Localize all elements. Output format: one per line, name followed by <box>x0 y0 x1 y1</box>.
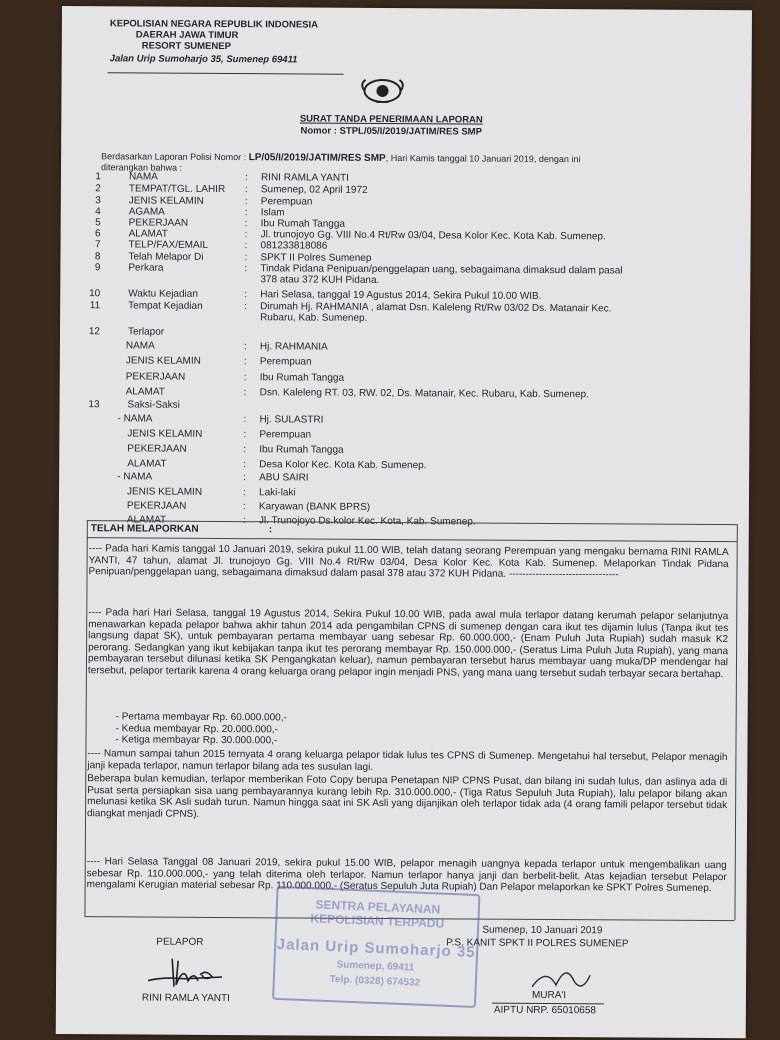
field-value: Tindak Pidana Penipuan/penggelapan uang, sebagaimana dimaksud dalam pasal <box>260 263 623 277</box>
letterhead-line1: KEPOLISIAN NEGARA REPUBLIK INDONESIA <box>109 18 319 31</box>
letterhead-address: Jalan Urip Sumoharjo 35, Sumenep 69411 <box>109 53 298 66</box>
field-value: RINI RAMLA YANTI <box>260 172 349 184</box>
field-value: Islam <box>260 207 285 219</box>
letterhead-line2: DAERAH JAWA TIMUR <box>135 29 239 42</box>
field-label: NAMA <box>128 171 158 183</box>
narrative-paragraph-5: ---- Hari Selasa Tanggal 08 Januari 2019, sekira pukul 15.00 WIB, pelapor menagih uangnya kepada terlapor untuk mengembalikan uang sebesar Rp. 110.000.000,- yang telah diterima oleh terlapor. Namun terlapor hanya janji dan berbelit-belit. Atas kejadian tersebut Pelapor mengalami Kerugian material sebesar Rp. 110.000.000,- (Seratus Sepuluh Juta Rupiah) Dan Pelapor melaporkan ke SPKT Polres Sumenep. <box>86 856 727 895</box>
field-value: Dirumah Hj. RAHMANIA , alamat Dsn. Kaleleng Rt/Rw 03/02 Ds. Matanair Kec. <box>260 301 612 315</box>
terlapor-label: JENIS KELAMIN <box>125 355 201 367</box>
terlapor-label: PEKERJAAN <box>125 371 186 383</box>
saksi-row <box>59 443 719 458</box>
terlapor-label: ALAMAT <box>125 386 165 398</box>
officer-title: P.S. KANIT SPKT II POLRES SUMENEP <box>446 937 629 950</box>
saksi-colon: : <box>243 429 247 441</box>
saksi-colon: : <box>243 444 247 456</box>
terlapor-colon: : <box>243 387 247 399</box>
terlapor-value: Dsn. Kaleleng RT. 03, RW. 02, Ds. Matanair, Kec. Rubaru, Kab. Sumenep. <box>259 387 589 401</box>
field-colon: : <box>244 289 248 301</box>
terlapor-colon: : <box>243 341 247 353</box>
field-label: JENIS KELAMIN <box>128 195 204 207</box>
field-colon: : <box>244 252 248 264</box>
saksi-label: ALAMAT <box>127 458 167 470</box>
field-number: 1 <box>95 171 101 183</box>
terlapor-value: Perempuan <box>259 356 312 368</box>
signing-place-date: Sumenep, 10 Januari 2019 <box>482 924 603 937</box>
reporter-name: RINI RAMLA YANTI <box>141 992 230 1005</box>
field-label: Waktu Kejadian <box>128 288 198 300</box>
field-number: 8 <box>94 251 101 263</box>
terlapor-row <box>60 371 720 386</box>
saksi-row <box>59 486 719 501</box>
saksi-number: 13 <box>88 399 100 411</box>
box-title-border <box>87 537 737 542</box>
field-colon: : <box>244 263 248 275</box>
saksi-value: Karyawan (BANK BPRS) <box>258 501 371 513</box>
saksi-heading-row <box>60 399 720 414</box>
field-number: 9 <box>94 262 101 274</box>
field-label: PEKERJAAN <box>128 217 189 229</box>
reporter-label: PELAPOR <box>156 936 204 948</box>
telah-melaporkan-title: TELAH MELAPORKAN : <box>90 523 273 536</box>
letterhead-divider <box>108 72 344 74</box>
field-colon: : <box>244 207 248 219</box>
field-colon: : <box>244 240 248 252</box>
field-value: 081233818086 <box>260 240 328 252</box>
payment-item: - Kedua membayar Rp. 20.000.000,- <box>115 722 278 735</box>
report-number: LP/05/I/2019/JATIM/RES SMP <box>248 152 386 164</box>
field-value-cont: 378 atau 372 KUH Pidana. <box>260 274 380 286</box>
saksi-label: PEKERJAAN <box>126 500 187 512</box>
narrative-paragraph-3: ---- Namun sampai tahun 2015 ternyata 4 orang keluarga pelapor tidak lulus tes CPNS di Sumenep. Mengetahui hal tersebut, Pelapor menagih janji kepada terlapor, namun terlapor bilang ada tes susulan lagi. <box>87 748 728 773</box>
field-value: Jl. trunojoyo Gg. VIII No.4 Rt/Rw 03/04, Desa Kolor Kec. Kota Kab. Sumenep. <box>260 229 606 243</box>
saksi-label: PEKERJAAN <box>127 443 187 455</box>
saksi-colon: : <box>243 472 246 484</box>
terlapor-value: Ibu Rumah Tangga <box>259 372 345 384</box>
terlapor-row <box>60 355 720 370</box>
field-label: AGAMA <box>128 206 165 218</box>
saksi-label: - NAMA <box>117 471 153 483</box>
stamp-line2: Jalan Urip Sumoharjo 35 <box>276 935 476 962</box>
terlapor-heading: Terlapor <box>127 326 165 338</box>
field-value: Ibu Rumah Tangga <box>260 218 346 230</box>
field-number: 3 <box>95 195 101 207</box>
saksi-colon: : <box>242 501 246 513</box>
reporter-signature-icon <box>144 951 234 992</box>
saksi-row <box>59 428 719 443</box>
field-label: TEMPAT/TGL. LAHIR <box>128 183 226 196</box>
field-label: ALAMAT <box>128 228 168 240</box>
stamp-line1: SENTRA PELAYANAN KEPOLISIAN TERPADU <box>310 897 445 931</box>
terlapor-heading-row <box>60 326 720 341</box>
field-value: Hari Selasa, tanggal 19 Agustus 2014, Sekira Pukul 10.00 WIB. <box>260 289 542 302</box>
field-label: Telah Melapor Di <box>128 251 204 263</box>
terlapor-row <box>60 340 720 355</box>
saksi-value: Jl. Trunojoyo Ds.kolor Kec. Kota, Kab. Sumenep. <box>258 515 476 528</box>
narrative-paragraph-4: Beberapa bulan kemudian, terlapor memberikan Foto Copy berupa Penetapan NIP CPNS Pusat, dan bilang ini sudah lulus, dan aslinya ada di Pusat serta persiapkan sisa uang pembayarannya kurang lebih Rp. 310.000.000,- (Tiga Ratus Sepuluh Juta Rupiah), lalu pelapor bilang akan melunasi ketika SK Asli sudah turun. Namun hingga saat ini SK Asli yang dijanjikan oleh terlapor tidak ada (4 orang famili pelapor tersebut tidak diangkat menjadi CPNS). <box>87 773 728 820</box>
stamp-line4: Telp. (0328) 674532 <box>329 974 421 989</box>
field-number: 4 <box>95 206 101 218</box>
terlapor-colon: : <box>243 372 247 384</box>
field-colon: : <box>244 229 248 241</box>
field-colon: : <box>244 218 248 230</box>
terlapor-colon: : <box>243 356 247 368</box>
field-colon: : <box>244 184 248 196</box>
stamp-line3: Sumenep, 69411 <box>336 959 415 974</box>
field-number: 2 <box>95 183 101 195</box>
narrative-paragraph-1: ---- Pada hari Kamis tanggal 10 Januari 2019, sekira pukul 11.00 WIB, telah datang seorang Perempuan yang mengaku bernama RINI RAMLA YANTI, 47 tahun, alamat Jl. trunojoyo Gg. VIII No.4 Rt/Rw 03/04, Desa Kolor Kec. Kota Kab. Sumenep. Melaporkan Tindak Pidana Penipuan/penggelapan uang, sebagaimana dimaksud dalam pasal 378 atau 372 KUH Pidana. --------------------------------- <box>88 543 729 581</box>
letterhead <box>110 18 318 65</box>
document-number: Nomor : STPL/05/I/2019/JATIM/RES SMP <box>300 125 482 138</box>
terlapor-number: 12 <box>88 326 101 338</box>
saksi-heading: Saksi-Saksi <box>127 399 180 411</box>
saksi-label: JENIS KELAMIN <box>127 428 203 440</box>
saksi-colon: : <box>243 459 247 471</box>
document-title: SURAT TANDA PENERIMAAN LAPORAN <box>299 113 483 126</box>
saksi-value: ABU SAIRI <box>259 472 309 484</box>
document-page <box>56 6 752 1038</box>
field-number: 6 <box>95 228 101 240</box>
field-label: Tempat Kejadian <box>128 300 203 312</box>
field-colon: : <box>244 196 248 208</box>
intro-prefix: Berdasarkan Laporan Polisi Nomor : <box>101 151 249 163</box>
field-label: Perkara <box>128 262 164 274</box>
police-emblem-icon <box>357 76 407 106</box>
intro-suffix: , Hari Kamis tanggal 10 Januari 2019, dengan ini <box>385 152 581 165</box>
field-number: 5 <box>95 217 101 229</box>
saksi-colon: : <box>243 414 247 426</box>
officer-rank: AIPTU NRP. 65010658 <box>493 1004 597 1017</box>
saksi-colon: : <box>242 487 246 499</box>
saksi-colon: : <box>242 515 246 527</box>
field-value: Sumenep, 02 April 1972 <box>260 184 368 196</box>
saksi-value: Ibu Rumah Tangga <box>259 444 344 456</box>
officer-name: MURA'I <box>531 989 567 1002</box>
field-number: 11 <box>89 300 101 312</box>
field-label: TELP/FAX/EMAIL <box>128 239 209 251</box>
payment-item: - Ketiga membayar Rp. 30.000.000,- <box>115 734 278 747</box>
field-number: 10 <box>89 288 101 300</box>
saksi-label: JENIS KELAMIN <box>126 486 203 498</box>
saksi-label: - NAMA <box>117 413 153 425</box>
terlapor-value: Hj. RAHMANIA <box>259 341 328 353</box>
letterhead-line3: RESORT SUMENEP <box>141 40 232 53</box>
payment-item: - Pertama membayar Rp. 60.000.000,- <box>115 711 287 724</box>
payment-list <box>115 711 415 748</box>
terlapor-label: NAMA <box>125 340 155 352</box>
field-colon: : <box>244 301 247 313</box>
saksi-label: ALAMAT <box>126 514 167 526</box>
saksi-row <box>59 500 719 515</box>
saksi-value: Perempuan <box>259 429 312 441</box>
field-number: 7 <box>94 239 101 251</box>
field-value: SPKT II Polres Sumenep <box>260 252 372 264</box>
saksi-row <box>59 413 719 428</box>
saksi-value: Laki-laki <box>258 487 296 499</box>
saksi-value: Hj. SULASTRI <box>259 414 324 426</box>
intro-line2: diterangkan bahwa : <box>100 162 183 173</box>
narrative-paragraph-2: ---- Pada hari Hari Selasa, tanggal 19 Agustus 2014, Sekira Pukul 10.00 WIB, pada awal mula terlapor datang kerumah pelapor selanjutnya menawarkan kepada pelapor bahwa akhir tahun 2014 ada pengambilan CPNS di sumenep dengan cara ikut tes dijamin lulus (Tanpa ikut tes langsung dapat SK), untuk pembayaran pertama membayar uang sebesar Rp. 60.000.000,- (Enam Puluh Juta Rupiah) sudah masuk K2 perorang. Sedangkan yang ikut kebijakan tanpa ikut tes perorang membayar Rp. 150.000.000,- (Seratus Lima Puluh Juta Rupiah), yang mana pembayaran tersebut dilunasi ketika SK Pengangkatan keluar), namun pembayaran tersebut harus membayar uang muka/DP mendengar hal tersebut, pelapor tertarik karena 4 orang keluarga orang pelapor ingin menjadi PNS, yang mana uang tersebut sudah terbayar secara bertahap. <box>87 607 729 681</box>
box-right-border <box>734 524 737 920</box>
saksi-row <box>59 471 719 486</box>
field-value-cont: Rubaru, Kab. Sumenep. <box>260 312 368 324</box>
field-colon: : <box>244 172 248 184</box>
field-value: Perempuan <box>260 196 313 208</box>
saksi-value: Desa Kolor Kec. Kota Kab. Sumenep. <box>259 459 427 472</box>
